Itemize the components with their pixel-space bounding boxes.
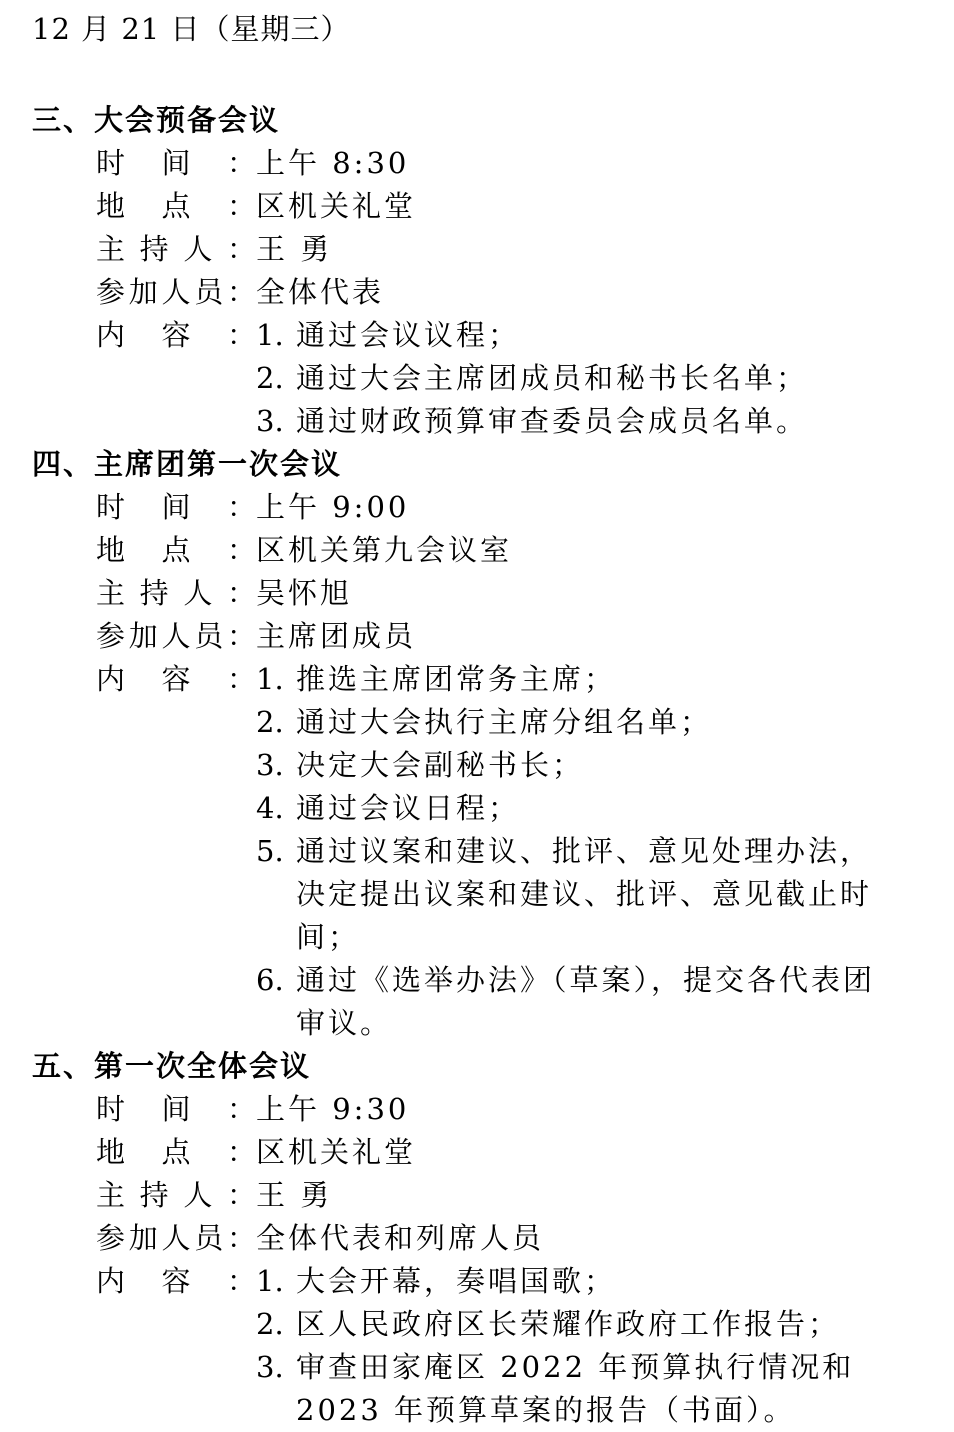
- label-char: 人: [161, 619, 191, 653]
- meeting-time-value: 上午 9:30: [256, 1092, 410, 1126]
- content-item-text: 推选主席团常务主席；: [296, 662, 617, 696]
- content-item-number: 1.: [256, 318, 284, 352]
- meeting-host-label: [96, 1174, 256, 1217]
- label-char: 点: [161, 1135, 191, 1169]
- meeting-place-row: [32, 185, 934, 228]
- label-char: 加: [128, 1221, 158, 1255]
- content-item-text: 通过《选举办法》（草案），提交各代表团审议。: [296, 963, 876, 1040]
- label-char: 员: [194, 1221, 224, 1255]
- label-char: ：: [226, 318, 256, 352]
- content-item: [256, 701, 934, 744]
- meeting-attendees-row: [32, 271, 934, 314]
- content-item-number: 6.: [256, 963, 284, 997]
- content-item: [256, 314, 934, 357]
- meeting-attendees-row: [32, 1217, 934, 1260]
- meeting-content-label: [96, 658, 256, 701]
- content-item-number: 2.: [256, 1307, 284, 1341]
- meeting-host-value: 王 勇: [256, 232, 333, 266]
- content-item: [256, 959, 934, 1045]
- meeting-host-label: [96, 228, 256, 271]
- label-char: 人: [183, 1178, 213, 1212]
- label-char: 参: [96, 275, 126, 309]
- label-char: 容: [161, 1264, 191, 1298]
- content-item: [256, 658, 934, 701]
- content-items: [256, 658, 934, 1045]
- label-char: ：: [226, 1221, 256, 1255]
- meeting-content-label: [96, 314, 256, 357]
- meeting-time-row: [32, 486, 934, 529]
- date-heading: 12 月 21 日（星期三）: [32, 12, 351, 46]
- meeting-place-label: [96, 185, 256, 228]
- content-item-text: 通过会议日程；: [296, 791, 521, 825]
- content-item-text: 通过会议议程；: [296, 318, 521, 352]
- label-char: 主: [96, 576, 126, 610]
- meeting-host-row: [32, 1174, 934, 1217]
- meeting-attendees-value: 主席团成员: [256, 619, 417, 653]
- content-item-text: 通过财政预算审查委员会成员名单。: [296, 404, 809, 438]
- label-char: 间: [161, 1092, 191, 1126]
- label-char: ：: [226, 619, 256, 653]
- label-char: ：: [226, 189, 256, 223]
- content-item: [256, 357, 934, 400]
- meeting-time-row: [32, 1088, 934, 1131]
- label-char: 内: [96, 318, 126, 352]
- content-item-number: 1.: [256, 662, 284, 696]
- label-char: 地: [96, 189, 126, 223]
- label-char: ：: [226, 146, 256, 180]
- meeting-time-label: [96, 1088, 256, 1131]
- label-char: ：: [226, 1264, 256, 1298]
- meeting-attendees-label: [96, 271, 256, 314]
- meeting-time-label: [96, 142, 256, 185]
- label-char: 内: [96, 662, 126, 696]
- meeting-section: [32, 99, 934, 443]
- label-char: 容: [161, 318, 191, 352]
- meeting-place-row: [32, 1131, 934, 1174]
- meeting-time-value: 上午 8:30: [256, 146, 410, 180]
- label-char: 人: [161, 1221, 191, 1255]
- label-char: 参: [96, 619, 126, 653]
- label-char: 时: [96, 146, 126, 180]
- content-item-number: 1.: [256, 1264, 284, 1298]
- content-item-number: 2.: [256, 705, 284, 739]
- content-item: [256, 1303, 934, 1346]
- content-item-text: 通过大会主席团成员和秘书长名单；: [296, 361, 809, 395]
- meeting-place-row: [32, 529, 934, 572]
- meeting-attendees-value: 全体代表和列席人员: [256, 1221, 545, 1255]
- meeting-attendees-label: [96, 615, 256, 658]
- label-char: 间: [161, 146, 191, 180]
- label-char: 持: [139, 576, 169, 610]
- label-char: 持: [139, 1178, 169, 1212]
- label-char: 地: [96, 1135, 126, 1169]
- label-char: 持: [139, 232, 169, 266]
- content-item-text: 通过议案和建议、批评、意见处理办法，决定提出议案和建议、批评、意见截止时间；: [296, 834, 873, 954]
- meeting-section: [32, 1045, 934, 1432]
- label-char: 员: [194, 619, 224, 653]
- label-char: 时: [96, 1092, 126, 1126]
- section-title: 四、主席团第一次会议: [32, 447, 343, 481]
- section-title: 五、第一次全体会议: [32, 1049, 312, 1083]
- label-char: ：: [226, 232, 256, 266]
- label-char: 主: [96, 1178, 126, 1212]
- meeting-content-row: [32, 658, 934, 1045]
- meeting-place-label: [96, 1131, 256, 1174]
- meeting-place-value: 区机关礼堂: [256, 1135, 417, 1169]
- section-title: 三、大会预备会议: [32, 103, 281, 137]
- meeting-host-value: 王 勇: [256, 1178, 333, 1212]
- label-char: 时: [96, 490, 126, 524]
- label-char: 内: [96, 1264, 126, 1298]
- label-char: ：: [226, 490, 256, 524]
- label-char: ：: [226, 1092, 256, 1126]
- label-char: 参: [96, 1221, 126, 1255]
- label-char: ：: [226, 1178, 256, 1212]
- sections-container: [32, 99, 934, 1432]
- label-char: 主: [96, 232, 126, 266]
- label-char: ：: [226, 662, 256, 696]
- content-item-text: 大会开幕，奏唱国歌；: [296, 1264, 617, 1298]
- content-item: [256, 744, 934, 787]
- content-item-text: 决定大会副秘书长；: [296, 748, 585, 782]
- meeting-section: [32, 443, 934, 1045]
- meeting-place-value: 区机关礼堂: [256, 189, 417, 223]
- label-char: 加: [128, 619, 158, 653]
- label-char: ：: [226, 275, 256, 309]
- meeting-host-label: [96, 572, 256, 615]
- meeting-time-row: [32, 142, 934, 185]
- content-item: [256, 400, 934, 443]
- content-item-text: 审查田家庵区 2022 年预算执行情况和 2023 年预算草案的报告（书面）。: [296, 1350, 855, 1427]
- label-char: 点: [161, 533, 191, 567]
- meeting-content-label: [96, 1260, 256, 1303]
- meeting-host-row: [32, 228, 934, 271]
- content-item-text: 通过大会执行主席分组名单；: [296, 705, 713, 739]
- label-char: 员: [194, 275, 224, 309]
- label-char: 点: [161, 189, 191, 223]
- content-items: [256, 314, 934, 443]
- meeting-place-value: 区机关第九会议室: [256, 533, 513, 567]
- content-item: [256, 787, 934, 830]
- content-item-number: 3.: [256, 748, 284, 782]
- content-item-number: 4.: [256, 791, 284, 825]
- meeting-attendees-value: 全体代表: [256, 275, 385, 309]
- meeting-host-value: 吴怀旭: [256, 576, 353, 610]
- label-char: 加: [128, 275, 158, 309]
- label-char: ：: [226, 1135, 256, 1169]
- label-char: 地: [96, 533, 126, 567]
- label-char: 间: [161, 490, 191, 524]
- meeting-content-row: [32, 1260, 934, 1432]
- meeting-attendees-row: [32, 615, 934, 658]
- meeting-time-value: 上午 9:00: [256, 490, 410, 524]
- content-item: [256, 1346, 934, 1432]
- meeting-host-row: [32, 572, 934, 615]
- content-item-number: 3.: [256, 1350, 284, 1384]
- label-char: 人: [161, 275, 191, 309]
- content-item: [256, 830, 934, 959]
- content-item-number: 2.: [256, 361, 284, 395]
- content-item-number: 5.: [256, 834, 284, 868]
- content-item-text: 区人民政府区长荣耀作政府工作报告；: [296, 1307, 841, 1341]
- content-items: [256, 1260, 934, 1432]
- label-char: 人: [183, 576, 213, 610]
- label-char: 人: [183, 232, 213, 266]
- meeting-place-label: [96, 529, 256, 572]
- label-char: ：: [226, 533, 256, 567]
- content-item: [256, 1260, 934, 1303]
- meeting-content-row: [32, 314, 934, 443]
- label-char: 容: [161, 662, 191, 696]
- label-char: ：: [226, 576, 256, 610]
- content-item-number: 3.: [256, 404, 284, 438]
- meeting-time-label: [96, 486, 256, 529]
- meeting-attendees-label: [96, 1217, 256, 1260]
